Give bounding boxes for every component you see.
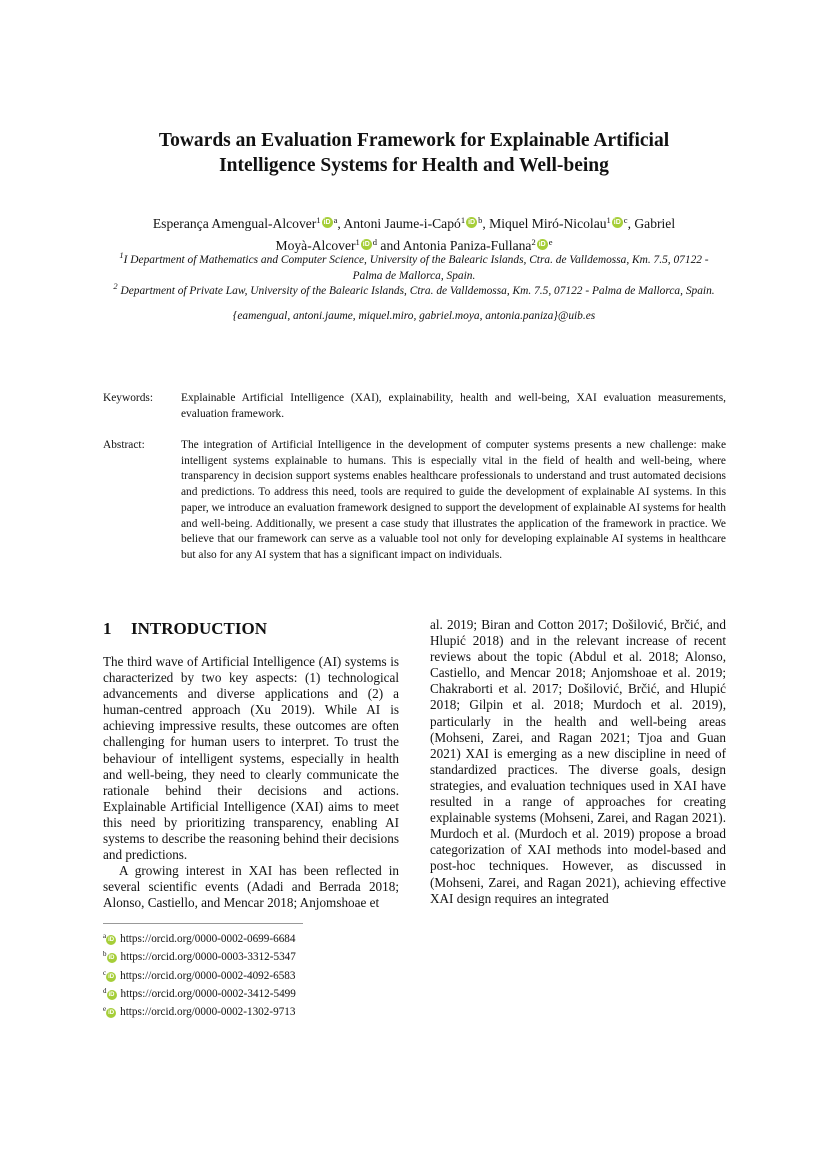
left-column xyxy=(103,654,399,912)
orcid-icon: iD xyxy=(108,973,115,980)
author: Antoni Jaume-i-Capó$^1$ iD $^b$, xyxy=(343,215,490,231)
body-paragraph: al. 2019; Biran and Cotton 2017; Došilović, Brčić, and Hlupić 2018) and in the relevant increase of recent reviews about the topic (Abdul et al. 2018; Alonso, Castiello, and Mencar 2018; Anjomshoae et al. 2019; Chakraborti et al. 2017; Došilović, Brčić, and Hlupić 2018; Gilpin et al. 2018; Murdoch et al. 2019), particularly in the health and well-being areas (Mohseni, Zarei, and Ragan 2021; Tjoa and Guan 2021) XAI is emerging as a new discipline in need of standardized practices. The diverse goals, design strategies, and evaluation techniques used in XAI have resulted in a range of approaches for creating explainable systems (Mohseni, Zarei, and Ragan 2021). Murdoch et al. (Murdoch et al. 2019) propose a broad categorization of XAI methods into model-based and post-hoc techniques. However, as discussed in (Mohseni, Zarei, and Ragan 2021), achieving effective XAI design requires an integrated xyxy=(430,617,726,906)
author-emails: {eamengual, antoni.jaume, miquel.miro, gabriel.moya, antonia.paniza}@uib.es xyxy=(232,310,596,322)
affiliation-2: $^2$ Department of Private Law, University of the Balearic Islands, Ctra. de Valldemossa, Km. 7.5, 07122 - Palma de Mallorca, Spain. xyxy=(113,281,715,297)
abstract-text: The integration of Artificial Intelligence in the development of computer systems presents a new challenge: make intelligent systems explainable to humans. This is especially vital in the field of health and well-being, where transparency in decision support systems enables healthcare professionals to understand and trust automated decisions and predictions. To address this need, tools are required to guide the development of explainable AI systems. In this paper, we introduce an evaluation framework designed to support the development of explainable AI systems for health and well-being. Additionally, we present a case study that illustrates the application of the framework in practice. We believe that our framework can serve as a valuable tool not only for developing explainable AI systems in healthcare but also for any AI system that has a significant impact on individuals. xyxy=(181,439,726,561)
author: Esperança Amengual-Alcover$^1$ iD $^a$, xyxy=(152,215,344,231)
orcid-icon: iD xyxy=(108,991,115,998)
author: Antonia Paniza-Fullana$^2$ iD $^e$ xyxy=(402,237,553,253)
orcid-link[interactable]: https://orcid.org/0000-0002-1302-9713 xyxy=(120,1006,296,1019)
title-line-1: Towards an Evaluation Framework for Explainable Artificial xyxy=(158,130,670,151)
body-paragraph: A growing interest in XAI has been reflected in several scientific events (Adadi and Berrada 2018; Alonso, Castiello, and Mencar 2018; Anjomshoae et xyxy=(103,863,399,911)
orcid-icon[interactable]: iD xyxy=(323,219,331,226)
footnote-divider xyxy=(103,923,303,924)
footnote-item: $^c$ iD https://orcid.org/0000-0002-4092-6583 xyxy=(103,968,296,982)
section-heading xyxy=(103,618,267,640)
orcid-icon[interactable]: iD xyxy=(362,241,370,248)
body-paragraph: The third wave of Artificial Intelligence (AI) systems is characterized by two key aspects: (1) technological advancements and diverse applications and (2) a human-centred approach (Xu 2019). While AI is achieving impressive results, these outcomes are often challenging for human users to interpret. To trust the behaviour of intelligent systems, especially in health and well-being, they need to clearly communicate the rationale behind their decisions and actions. Explainable Artificial Intelligence (XAI) aims to meet this need by prioritizing transparency, enabling AI systems to describe the reasoning behind their decisions and predictions. xyxy=(103,654,399,863)
right-column xyxy=(430,617,726,907)
footnote-item: $^b$ iD https://orcid.org/0000-0003-3312-5347 xyxy=(103,950,296,964)
orcid-icon: iD xyxy=(108,955,115,962)
footnote-item: $^d$ iD https://orcid.org/0000-0002-3412-5499 xyxy=(103,986,296,1000)
orcid-link[interactable]: https://orcid.org/0000-0002-4092-6583 xyxy=(120,969,296,982)
orcid-link[interactable]: https://orcid.org/0000-0003-3312-5347 xyxy=(120,951,296,964)
orcid-icon: iD xyxy=(108,1010,115,1017)
orcid-link[interactable]: https://orcid.org/0000-0002-3412-5499 xyxy=(120,987,296,1000)
section-number: 1 xyxy=(103,619,112,638)
keywords-text: Explainable Artificial Intelligence (XAI), explainability, health and well-being, XAI evaluation measurements, evaluation framework. xyxy=(181,392,726,420)
footnote-item: $^e$ iD https://orcid.org/0000-0002-1302-9713 xyxy=(103,1005,296,1019)
title-line-2: Intelligence Systems for Health and Well-being xyxy=(219,155,609,176)
section-title: INTRODUCTION xyxy=(131,619,268,638)
orcid-icon[interactable]: iD xyxy=(613,219,621,226)
paper-title xyxy=(100,128,728,178)
author: Gabriel Moyà-Alcover$^1$ iD $^d$ and xyxy=(275,216,676,253)
orcid-icon[interactable]: iD xyxy=(468,219,476,226)
footnote-item: $^a$ iD https://orcid.org/0000-0002-0699-6684 xyxy=(103,932,296,945)
orcid-icon[interactable]: iD xyxy=(538,241,546,248)
footnotes xyxy=(103,929,296,1020)
orcid-icon: iD xyxy=(108,937,115,943)
abstract-label: Abstract: xyxy=(103,439,145,451)
orcid-link[interactable]: https://orcid.org/0000-0002-0699-6684 xyxy=(120,933,296,945)
affiliation-1: $^1$I Department of Mathematics and Computer Science, University of the Balearic Islands, Ctra. de Valldemossa, Km. 7.5, 07122 - Palma de Mallorca, Spain. xyxy=(119,250,709,282)
keywords-label: Keywords: xyxy=(103,392,153,404)
author: Miquel Miró-Nicolau$^1$ iD $^c$, xyxy=(489,215,635,231)
